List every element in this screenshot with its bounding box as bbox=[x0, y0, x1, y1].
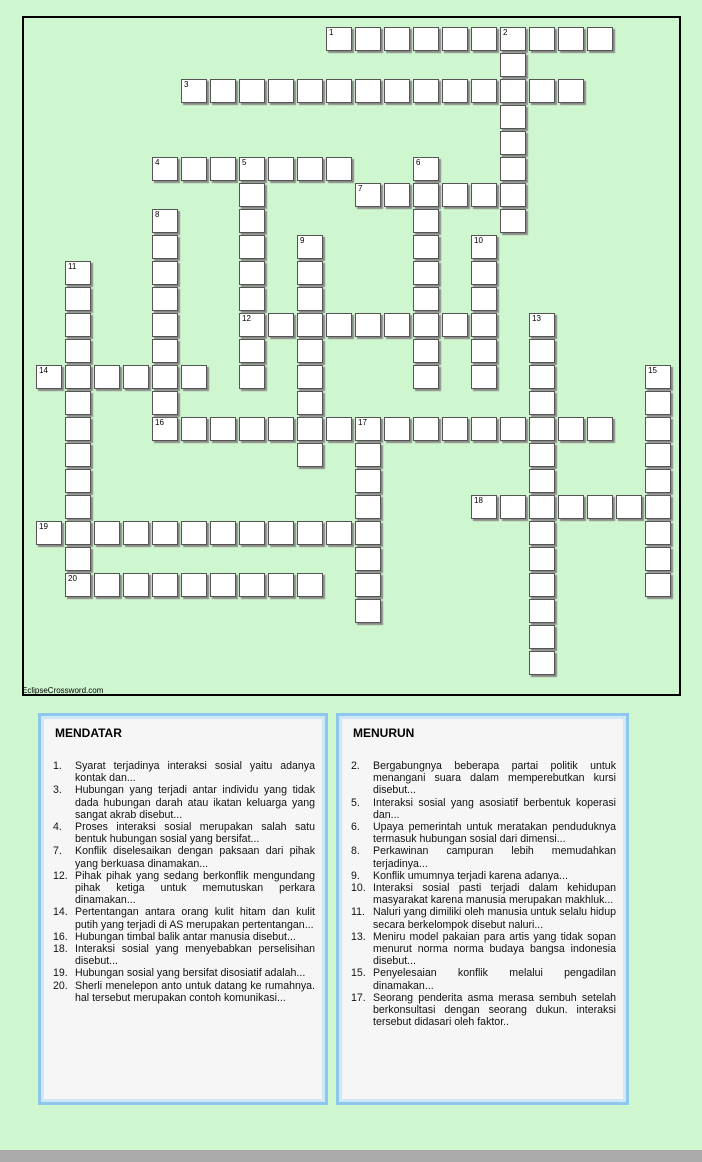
crossword-cell[interactable] bbox=[500, 79, 526, 103]
crossword-cell[interactable] bbox=[500, 209, 526, 233]
crossword-cell[interactable] bbox=[413, 417, 439, 441]
crossword-grid bbox=[22, 16, 681, 696]
crossword-cell[interactable] bbox=[152, 365, 178, 389]
crossword-cell[interactable] bbox=[529, 391, 555, 415]
crossword-cell[interactable] bbox=[152, 235, 178, 259]
crossword-cell[interactable] bbox=[529, 313, 555, 337]
clue-number: 16 bbox=[155, 418, 164, 427]
crossword-cell[interactable] bbox=[297, 235, 323, 259]
crossword-cell[interactable] bbox=[500, 53, 526, 77]
clue-number: 10 bbox=[474, 236, 483, 245]
crossword-cell[interactable] bbox=[65, 261, 91, 285]
crossword-cell[interactable] bbox=[152, 521, 178, 545]
clue-item-number: 6. bbox=[351, 821, 360, 834]
clue-item bbox=[53, 870, 315, 907]
crossword-cell[interactable] bbox=[65, 443, 91, 467]
crossword-cell[interactable] bbox=[413, 209, 439, 233]
clue-number: 6 bbox=[416, 158, 421, 167]
crossword-cell[interactable] bbox=[471, 495, 497, 519]
crossword-cell[interactable] bbox=[471, 235, 497, 259]
clue-item-text: Perkawinan campuran lebih memudahkan terjadinya... bbox=[373, 845, 616, 870]
clue-item bbox=[53, 967, 315, 979]
crossword-cell[interactable] bbox=[152, 209, 178, 233]
crossword-cell[interactable] bbox=[65, 521, 91, 545]
clue-item-number: 19. bbox=[53, 967, 68, 980]
crossword-cell[interactable] bbox=[384, 313, 410, 337]
crossword-cell[interactable] bbox=[471, 183, 497, 207]
crossword-cell[interactable] bbox=[529, 625, 555, 649]
clue-item bbox=[53, 943, 315, 967]
clue-item-number: 7. bbox=[53, 845, 62, 858]
crossword-cell[interactable] bbox=[268, 157, 294, 181]
clue-item-text: Bergabungnya beberapa partai politik untuk menangani suara dalam memperebutkan kursi disebut... bbox=[373, 760, 616, 797]
crossword-cell[interactable] bbox=[355, 443, 381, 467]
crossword-cell[interactable] bbox=[181, 521, 207, 545]
clue-number: 20 bbox=[68, 574, 77, 583]
crossword-cell[interactable] bbox=[355, 183, 381, 207]
crossword-cell[interactable] bbox=[645, 521, 671, 545]
clue-item-text: Konflik diselesaikan dengan paksaan dari pihak yang berkuasa dinamakan... bbox=[75, 845, 315, 870]
clue-item-text: Interaksi sosial yang menyebabkan perselisihan disebut... bbox=[75, 943, 315, 968]
clue-item-text: Konflik umumnya terjadi karena adanya... bbox=[373, 869, 568, 882]
crossword-cell[interactable] bbox=[529, 521, 555, 545]
crossword-cell[interactable] bbox=[645, 547, 671, 571]
clue-item bbox=[351, 870, 616, 882]
clue-number: 8 bbox=[155, 210, 160, 219]
crossword-cell[interactable] bbox=[239, 521, 265, 545]
crossword-cell[interactable] bbox=[645, 469, 671, 493]
clue-item-number: 16. bbox=[53, 930, 68, 943]
clue-number: 3 bbox=[184, 80, 189, 89]
crossword-cell[interactable] bbox=[645, 495, 671, 519]
crossword-cell[interactable] bbox=[36, 521, 62, 545]
crossword-cell[interactable] bbox=[123, 365, 149, 389]
crossword-cell[interactable] bbox=[152, 261, 178, 285]
crossword-cell[interactable] bbox=[239, 417, 265, 441]
crossword-cell[interactable] bbox=[529, 27, 555, 51]
crossword-cell[interactable] bbox=[94, 573, 120, 597]
crossword-cell[interactable] bbox=[500, 157, 526, 181]
clue-item bbox=[53, 845, 315, 869]
clue-number: 18 bbox=[474, 496, 483, 505]
crossword-cell[interactable] bbox=[471, 339, 497, 363]
crossword-cell[interactable] bbox=[152, 313, 178, 337]
clue-number: 14 bbox=[39, 366, 48, 375]
clue-number: 11 bbox=[68, 262, 77, 271]
clue-item-text: Interaksi sosial pasti terjadi dalam kehidupan masyarakat karena manusia merupakan makhluk... bbox=[373, 882, 616, 907]
crossword-cell[interactable] bbox=[413, 183, 439, 207]
crossword-cell[interactable] bbox=[355, 573, 381, 597]
clue-number: 2 bbox=[503, 28, 508, 37]
crossword-cell[interactable] bbox=[471, 79, 497, 103]
clue-item-text: Interaksi sosial yang asosiatif berbentuk koperasi dan... bbox=[373, 796, 616, 821]
crossword-cell[interactable] bbox=[413, 313, 439, 337]
crossword-cell[interactable] bbox=[239, 157, 265, 181]
down-clues-panel bbox=[336, 713, 629, 1105]
clue-item bbox=[351, 882, 616, 906]
crossword-cell[interactable] bbox=[413, 365, 439, 389]
crossword-cell[interactable] bbox=[500, 27, 526, 51]
crossword-cell[interactable] bbox=[210, 417, 236, 441]
clue-item-text: Pihak pihak yang sedang berkonflik mengundang pihak ketiga untuk memutuskan perkara dinamakan... bbox=[75, 869, 315, 907]
crossword-cell[interactable] bbox=[587, 27, 613, 51]
crossword-cell[interactable] bbox=[558, 79, 584, 103]
crossword-cell[interactable] bbox=[442, 417, 468, 441]
clue-item-number: 14. bbox=[53, 906, 68, 919]
crossword-cell[interactable] bbox=[413, 157, 439, 181]
clue-item-number: 4. bbox=[53, 821, 62, 834]
clue-item-number: 15. bbox=[351, 967, 366, 980]
crossword-cell[interactable] bbox=[587, 495, 613, 519]
across-title: MENDATAR bbox=[55, 726, 122, 740]
crossword-cell[interactable] bbox=[529, 599, 555, 623]
crossword-cell[interactable] bbox=[297, 521, 323, 545]
crossword-cell[interactable] bbox=[65, 469, 91, 493]
crossword-cell[interactable] bbox=[268, 79, 294, 103]
crossword-cell[interactable] bbox=[471, 287, 497, 311]
crossword-cell[interactable] bbox=[268, 417, 294, 441]
crossword-cell[interactable] bbox=[529, 573, 555, 597]
crossword-cell[interactable] bbox=[500, 183, 526, 207]
crossword-cell[interactable] bbox=[123, 521, 149, 545]
clue-item-number: 12. bbox=[53, 869, 68, 882]
crossword-cell[interactable] bbox=[500, 495, 526, 519]
crossword-cell[interactable] bbox=[355, 547, 381, 571]
clue-item bbox=[53, 784, 315, 821]
crossword-cell[interactable] bbox=[355, 469, 381, 493]
crossword-cell[interactable] bbox=[239, 365, 265, 389]
clue-item-text: Hubungan yang terjadi antar individu yang tidak dada hubungan darah atau ikatan keluarga yang sangat akrab disebut... bbox=[75, 784, 315, 821]
crossword-cell[interactable] bbox=[65, 365, 91, 389]
crossword-cell[interactable] bbox=[239, 573, 265, 597]
clue-number: 13 bbox=[532, 314, 541, 323]
crossword-cell[interactable] bbox=[500, 417, 526, 441]
clue-number: 7 bbox=[358, 184, 363, 193]
clue-item-number: 18. bbox=[53, 943, 68, 956]
clue-number: 19 bbox=[39, 522, 48, 531]
crossword-cell[interactable] bbox=[529, 365, 555, 389]
crossword-cell[interactable] bbox=[326, 313, 352, 337]
crossword-cell[interactable] bbox=[239, 313, 265, 337]
clue-item-number: 20. bbox=[53, 979, 68, 992]
clue-item bbox=[53, 821, 315, 845]
clue-item-number: 11. bbox=[351, 906, 365, 919]
clue-item bbox=[351, 845, 616, 869]
across-clues-panel bbox=[38, 713, 328, 1105]
crossword-cell[interactable] bbox=[123, 573, 149, 597]
clue-number: 1 bbox=[329, 28, 334, 37]
clue-item-number: 17. bbox=[351, 991, 366, 1004]
crossword-cell[interactable] bbox=[645, 391, 671, 415]
crossword-cell[interactable] bbox=[181, 417, 207, 441]
crossword-cell[interactable] bbox=[587, 417, 613, 441]
crossword-cell[interactable] bbox=[152, 287, 178, 311]
crossword-cell[interactable] bbox=[326, 521, 352, 545]
crossword-cell[interactable] bbox=[36, 365, 62, 389]
crossword-cell[interactable] bbox=[239, 235, 265, 259]
crossword-cell[interactable] bbox=[152, 573, 178, 597]
crossword-cell[interactable] bbox=[239, 183, 265, 207]
crossword-cell[interactable] bbox=[297, 339, 323, 363]
crossword-cell[interactable] bbox=[500, 105, 526, 129]
clue-item bbox=[53, 931, 315, 943]
clue-item bbox=[351, 992, 616, 1029]
crossword-cell[interactable] bbox=[152, 417, 178, 441]
crossword-cell[interactable] bbox=[239, 79, 265, 103]
crossword-cell[interactable] bbox=[529, 495, 555, 519]
crossword-cell[interactable] bbox=[297, 365, 323, 389]
clue-item-text: Sherli menelepon anto untuk datang ke rumahnya. hal tersebut merupakan contoh komunikasi... bbox=[75, 979, 315, 1004]
crossword-cell[interactable] bbox=[558, 27, 584, 51]
crossword-cell[interactable] bbox=[645, 417, 671, 441]
crossword-cell[interactable] bbox=[181, 365, 207, 389]
clue-item-text: Naluri yang dimiliki oleh manusia untuk selalu hidup secara berkelompok disebut naluri... bbox=[373, 906, 616, 931]
crossword-cell[interactable] bbox=[65, 417, 91, 441]
crossword-cell[interactable] bbox=[616, 495, 642, 519]
crossword-cell[interactable] bbox=[442, 313, 468, 337]
clue-item-number: 2. bbox=[351, 760, 360, 772]
crossword-cell[interactable] bbox=[529, 469, 555, 493]
crossword-cell[interactable] bbox=[210, 157, 236, 181]
crossword-cell[interactable] bbox=[297, 443, 323, 467]
clue-item-text: Hubungan sosial yang bersifat disosiatif adalah... bbox=[75, 967, 306, 980]
clue-item bbox=[351, 967, 616, 991]
crossword-cell[interactable] bbox=[297, 313, 323, 337]
crossword-cell[interactable] bbox=[500, 131, 526, 155]
crossword-cell[interactable] bbox=[413, 261, 439, 285]
crossword-cell[interactable] bbox=[442, 79, 468, 103]
crossword-cell[interactable] bbox=[210, 521, 236, 545]
crossword-cell[interactable] bbox=[297, 391, 323, 415]
crossword-cell[interactable] bbox=[210, 79, 236, 103]
clue-item bbox=[351, 797, 616, 821]
crossword-cell[interactable] bbox=[645, 365, 671, 389]
clue-item-number: 10. bbox=[351, 882, 366, 895]
crossword-cell[interactable] bbox=[471, 313, 497, 337]
crossword-cell[interactable] bbox=[152, 391, 178, 415]
crossword-cell[interactable] bbox=[471, 365, 497, 389]
crossword-cell[interactable] bbox=[471, 417, 497, 441]
clue-item bbox=[351, 760, 616, 797]
crossword-cell[interactable] bbox=[355, 27, 381, 51]
bottom-bar bbox=[0, 1150, 702, 1162]
crossword-cell[interactable] bbox=[413, 27, 439, 51]
crossword-cell[interactable] bbox=[413, 235, 439, 259]
crossword-cell[interactable] bbox=[239, 209, 265, 233]
clue-number: 4 bbox=[155, 158, 160, 167]
crossword-cell[interactable] bbox=[65, 287, 91, 311]
crossword-cell[interactable] bbox=[326, 27, 352, 51]
crossword-cell[interactable] bbox=[65, 391, 91, 415]
crossword-cell[interactable] bbox=[181, 79, 207, 103]
crossword-cell[interactable] bbox=[558, 495, 584, 519]
clue-item-number: 8. bbox=[351, 845, 360, 858]
crossword-cell[interactable] bbox=[355, 495, 381, 519]
crossword-cell[interactable] bbox=[558, 417, 584, 441]
crossword-cell[interactable] bbox=[529, 547, 555, 571]
clue-item bbox=[53, 906, 315, 930]
crossword-cell[interactable] bbox=[471, 261, 497, 285]
crossword-cell[interactable] bbox=[529, 443, 555, 467]
clue-item-text: Hubungan timbal balik antar manusia disebut... bbox=[75, 930, 296, 943]
clue-item-number: 3. bbox=[53, 784, 62, 797]
crossword-cell[interactable] bbox=[529, 651, 555, 675]
clue-item-text: Penyelesaian konflik melalui pengadilan dinamakan... bbox=[373, 967, 616, 992]
crossword-cell[interactable] bbox=[413, 287, 439, 311]
credit-label: EclipseCrossword.com bbox=[22, 686, 104, 695]
crossword-cell[interactable] bbox=[152, 339, 178, 363]
down-clue-list bbox=[351, 760, 616, 1028]
crossword-cell[interactable] bbox=[413, 339, 439, 363]
crossword-cell[interactable] bbox=[471, 27, 497, 51]
crossword-cell[interactable] bbox=[529, 79, 555, 103]
clue-item-number: 1. bbox=[53, 760, 62, 772]
crossword-cell[interactable] bbox=[326, 417, 352, 441]
clue-item bbox=[351, 906, 616, 930]
clue-item-text: Seorang penderita asma merasa sembuh setelah berkonsultasi dengan seorang dukun. interaksi tersebut didasari oleh faktor.. bbox=[373, 991, 616, 1029]
crossword-cell[interactable] bbox=[297, 287, 323, 311]
crossword-cell[interactable] bbox=[384, 27, 410, 51]
crossword-cell[interactable] bbox=[326, 157, 352, 181]
crossword-cell[interactable] bbox=[645, 443, 671, 467]
down-title: MENURUN bbox=[353, 726, 415, 740]
crossword-cell[interactable] bbox=[384, 417, 410, 441]
crossword-cell[interactable] bbox=[355, 417, 381, 441]
clue-number: 17 bbox=[358, 418, 367, 427]
clue-item bbox=[53, 760, 315, 784]
crossword-cell[interactable] bbox=[645, 573, 671, 597]
crossword-cell[interactable] bbox=[297, 417, 323, 441]
crossword-cell[interactable] bbox=[65, 547, 91, 571]
crossword-cell[interactable] bbox=[297, 79, 323, 103]
clue-item-text: Meniru model pakaian para artis yang tidak sopan menurut norma norma budaya bangsa indonesia disebut... bbox=[373, 930, 616, 968]
clue-number: 5 bbox=[242, 158, 247, 167]
clue-item bbox=[351, 821, 616, 845]
crossword-cell[interactable] bbox=[65, 339, 91, 363]
clue-item-text: Pertentangan antara orang kulit hitam dan kulit putih yang terjadi di AS merupakan pertentangan... bbox=[75, 906, 315, 931]
across-clue-list bbox=[53, 760, 315, 1004]
crossword-cell[interactable] bbox=[326, 79, 352, 103]
crossword-cell[interactable] bbox=[268, 313, 294, 337]
crossword-cell[interactable] bbox=[442, 183, 468, 207]
clue-item-number: 5. bbox=[351, 796, 360, 809]
crossword-cell[interactable] bbox=[355, 599, 381, 623]
crossword-cell[interactable] bbox=[181, 573, 207, 597]
crossword-cell[interactable] bbox=[181, 157, 207, 181]
clue-number: 12 bbox=[242, 314, 251, 323]
crossword-cell[interactable] bbox=[529, 339, 555, 363]
crossword-cell[interactable] bbox=[529, 417, 555, 441]
crossword-cell[interactable] bbox=[442, 27, 468, 51]
clue-item bbox=[53, 980, 315, 1004]
clue-item-text: Upaya pemerintah untuk meratakan penduduknya termasuk hubungan sosial dari dimensi... bbox=[373, 821, 616, 846]
crossword-cell[interactable] bbox=[297, 261, 323, 285]
crossword-cell[interactable] bbox=[65, 313, 91, 337]
clue-number: 15 bbox=[648, 366, 657, 375]
clue-item bbox=[351, 931, 616, 968]
clue-number: 9 bbox=[300, 236, 305, 245]
clue-item-text: Syarat terjadinya interaksi sosial yaitu adanya kontak dan... bbox=[75, 760, 315, 785]
clue-item-number: 13. bbox=[351, 930, 366, 943]
crossword-cell[interactable] bbox=[297, 157, 323, 181]
crossword-cell[interactable] bbox=[210, 573, 236, 597]
crossword-cell[interactable] bbox=[355, 79, 381, 103]
crossword-cell[interactable] bbox=[239, 339, 265, 363]
crossword-cell[interactable] bbox=[268, 521, 294, 545]
crossword-cell[interactable] bbox=[355, 521, 381, 545]
crossword-cell[interactable] bbox=[384, 183, 410, 207]
crossword-cell[interactable] bbox=[413, 79, 439, 103]
crossword-cell[interactable] bbox=[152, 157, 178, 181]
crossword-cell[interactable] bbox=[94, 365, 120, 389]
clue-item-text: Proses interaksi sosial merupakan salah satu bentuk hubungan sosial yang bersifat... bbox=[75, 821, 315, 846]
crossword-cell[interactable] bbox=[297, 573, 323, 597]
crossword-cell[interactable] bbox=[94, 521, 120, 545]
crossword-cell[interactable] bbox=[239, 261, 265, 285]
crossword-cell[interactable] bbox=[239, 287, 265, 311]
crossword-cell[interactable] bbox=[65, 573, 91, 597]
crossword-cell[interactable] bbox=[384, 79, 410, 103]
clue-item-number: 9. bbox=[351, 869, 360, 882]
crossword-cell[interactable] bbox=[355, 313, 381, 337]
crossword-cell[interactable] bbox=[268, 573, 294, 597]
crossword-cell[interactable] bbox=[65, 495, 91, 519]
